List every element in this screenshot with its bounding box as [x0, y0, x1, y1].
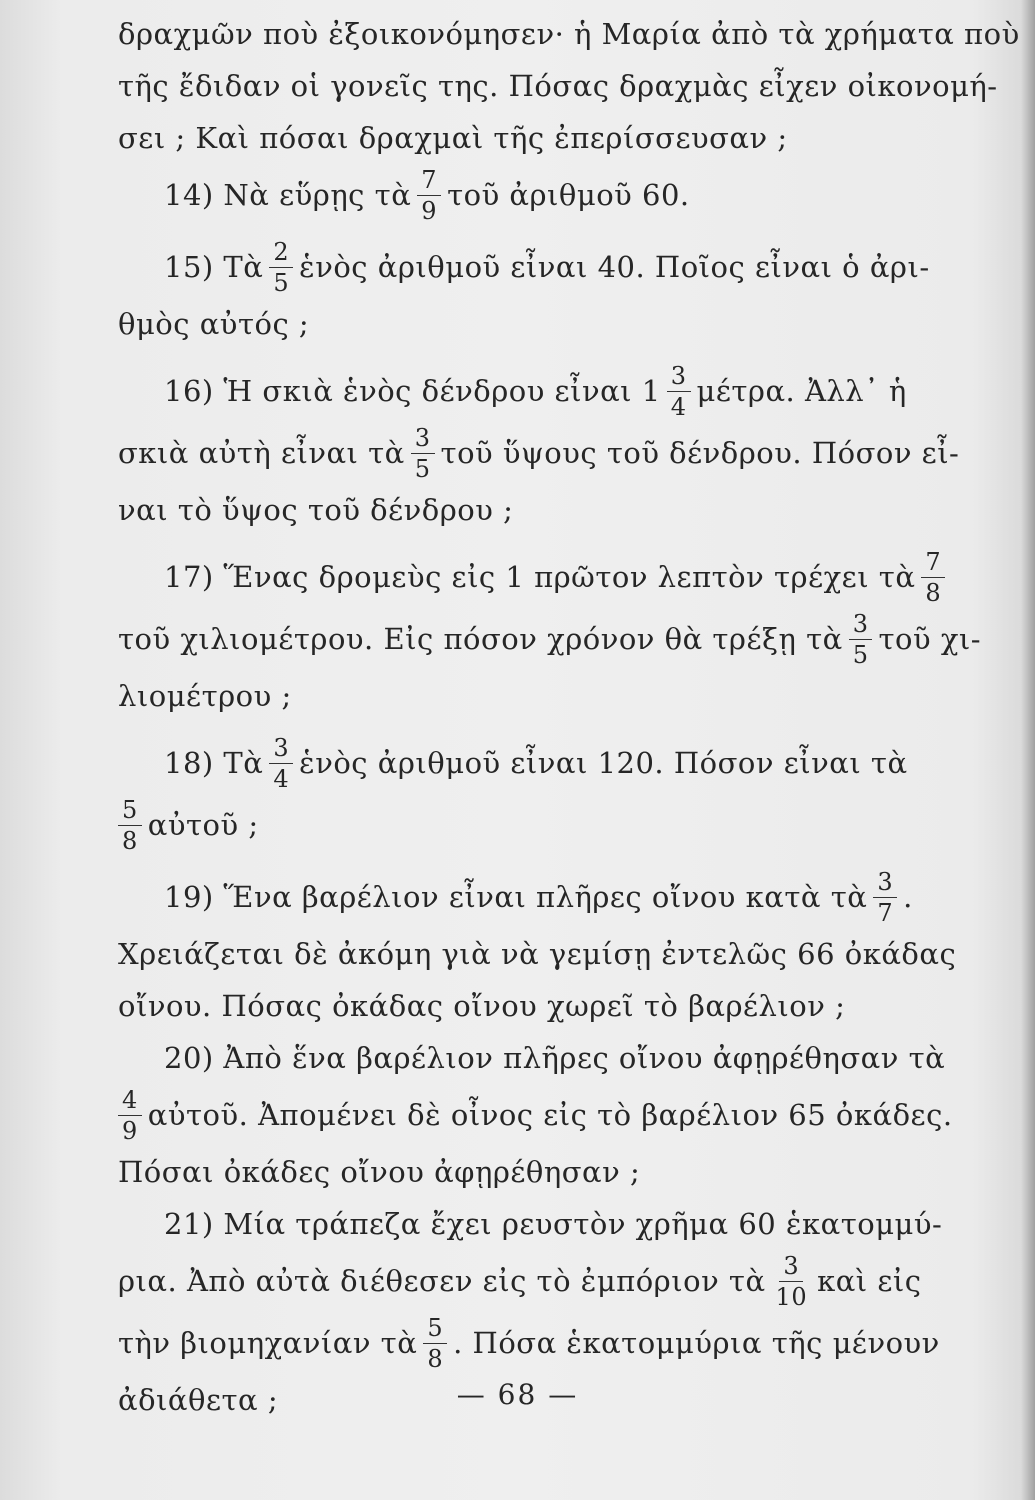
problem-text: Πόσαι ὀκάδες οἴνου ἀφῃρέθησαν ;: [118, 1155, 641, 1189]
problem-14: [118, 164, 900, 226]
fraction-numerator: 7: [417, 166, 441, 196]
text-line: [118, 670, 900, 722]
text-line: [118, 60, 998, 112]
text-line: [118, 1084, 953, 1146]
text-line: [118, 484, 900, 536]
fraction: [417, 166, 441, 225]
fraction: [269, 238, 293, 297]
problem-text: .: [903, 880, 913, 914]
problem-text: ναι τὸ ὕψος τοῦ δένδρου ;: [118, 493, 514, 527]
fraction-denominator: 5: [414, 454, 431, 483]
problem-21: [118, 1198, 943, 1250]
problem-text: ρια. Ἀπὸ αὐτὰ διέθεσεν εἰς τὸ ἐμπόριον τὰ: [118, 1264, 766, 1298]
problem-text: 17) Ἕνας δρομεὺς εἰς 1 πρῶτον λεπτὸν τρέχει τὰ: [164, 560, 916, 594]
text-line: [118, 1250, 922, 1312]
fraction: [921, 548, 945, 607]
fraction-numerator: 3: [667, 362, 691, 392]
problem-text: τοῦ χι-: [878, 622, 982, 656]
problem-text: τοῦ χιλιομέτρου. Εἰς πόσον χρόνον θὰ τρέξῃ τὰ: [118, 622, 843, 656]
problem-text: λιομέτρου ;: [118, 679, 292, 713]
problem-text: . Πόσα ἑκατομμύρια τῆς μένουν: [453, 1326, 940, 1360]
fraction: [411, 424, 435, 483]
text-line-content: δραχμῶν ποὺ ἐξοικονόμησεν· ἡ Μαρία ἀπὸ τὰ χρήματα ποὺ: [118, 17, 1020, 51]
text-line: [118, 608, 982, 670]
problem-text: θμὸς αὐτός ;: [118, 307, 310, 341]
problem-text: 21) Μία τράπεζα ἔχει ρευστὸν χρῆμα 60 ἑκατομμύ-: [164, 1207, 943, 1241]
fraction: [269, 734, 293, 793]
problem-text: τοῦ ἀριθμοῦ 60.: [447, 178, 690, 212]
text-line: [118, 422, 960, 484]
problem-text: σκιὰ αὐτὴ εἶναι τὰ: [118, 436, 405, 470]
fraction-numerator: 3: [411, 424, 435, 454]
text-line-content: τῆς ἔδιδαν οἱ γονεῖς της. Πόσας δραχμὰς εἶχεν οἰκονομή-: [118, 69, 998, 103]
problem-text: ἀδιάθετα ;: [118, 1383, 279, 1417]
fraction-denominator: 5: [273, 268, 290, 297]
problem-17: [118, 546, 942, 608]
text-line-content: σει ; Καὶ πόσαι δραχμαὶ τῆς ἐπερίσσευσαν ;: [118, 121, 788, 155]
page-text: [118, 8, 1020, 1426]
fraction: [772, 1252, 812, 1311]
fraction: [849, 610, 873, 669]
text-line: [118, 112, 900, 164]
fraction-denominator: 10: [775, 1282, 808, 1311]
fraction: [667, 362, 691, 421]
fraction-numerator: 3: [779, 1252, 803, 1282]
fraction-numerator: 2: [269, 238, 293, 268]
problem-text: αὐτοῦ ;: [147, 808, 259, 842]
problem-text: καὶ εἰς: [817, 1264, 922, 1298]
fraction-numerator: 3: [849, 610, 873, 640]
text-line: [118, 1312, 940, 1374]
problem-text: τὴν βιομηχανίαν τὰ: [118, 1326, 418, 1360]
problem-text: μέτρα. Ἀλλ᾿ ἡ: [696, 374, 907, 408]
problem-text: 19) Ἕνα βαρέλιον εἶναι πλῆρες οἴνου κατὰ τὰ: [164, 880, 868, 914]
fraction-denominator: 8: [427, 1344, 444, 1373]
fraction-denominator: 4: [670, 392, 687, 421]
text-line: [118, 980, 900, 1032]
problem-text: αὐτοῦ. Ἀπομένει δὲ οἶνος εἰς τὸ βαρέλιον 65 ὀκάδες.: [147, 1098, 953, 1132]
problem-20: [118, 1032, 946, 1084]
problem-text: 14) Νὰ εὕρῃς τὰ: [164, 178, 412, 212]
text-line: [118, 8, 1020, 60]
text-line: [118, 298, 900, 350]
problem-19: [118, 866, 913, 928]
fraction-numerator: 4: [118, 1086, 142, 1116]
fraction-numerator: 3: [873, 868, 897, 898]
problem-text: 18) Τὰ: [164, 746, 264, 780]
problem-15: [118, 236, 930, 298]
fraction-denominator: 9: [122, 1116, 138, 1145]
text-line: [118, 1146, 900, 1198]
fraction-numerator: 5: [423, 1314, 447, 1344]
problem-text: ἑνὸς ἀριθμοῦ εἶναι 120. Πόσον εἶναι τὰ: [299, 746, 908, 780]
fraction: [873, 868, 897, 927]
fraction-denominator: 9: [421, 196, 438, 225]
fraction: [423, 1314, 447, 1373]
problem-16: [118, 360, 907, 422]
page-number: — 68 —: [456, 1378, 579, 1411]
fraction-numerator: 7: [921, 548, 945, 578]
text-line: [118, 794, 900, 856]
fraction-denominator: 8: [122, 826, 138, 855]
problem-text: 20) Ἀπὸ ἕνα βαρέλιον πλῆρες οἴνου ἀφῃρέθησαν τὰ: [164, 1041, 946, 1075]
problem-text: ἑνὸς ἀριθμοῦ εἶναι 40. Ποῖος εἶναι ὁ ἀρι-: [299, 250, 930, 284]
problem-text: τοῦ ὕψους τοῦ δένδρου. Πόσον εἶ-: [440, 436, 960, 470]
fraction: [118, 1086, 142, 1145]
fraction-numerator: 5: [118, 796, 142, 826]
problem-text: 15) Τὰ: [164, 250, 264, 284]
problem-text: 16) Ἡ σκιὰ ἑνὸς δένδρου εἶναι 1: [164, 374, 661, 408]
fraction-denominator: 5: [852, 640, 869, 669]
fraction-denominator: 4: [273, 764, 290, 793]
fraction-denominator: 7: [877, 898, 894, 927]
fraction-denominator: 8: [925, 578, 942, 607]
fraction: [118, 796, 142, 855]
problem-text: Χρειάζεται δὲ ἀκόμη γιὰ νὰ γεμίσῃ ἐντελῶς 66 ὀκάδας: [118, 937, 957, 971]
problem-text: οἴνου. Πόσας ὀκάδας οἴνου χωρεῖ τὸ βαρέλιον ;: [118, 989, 846, 1023]
text-line: [118, 928, 957, 980]
problem-18: [118, 732, 908, 794]
fraction-numerator: 3: [269, 734, 293, 764]
